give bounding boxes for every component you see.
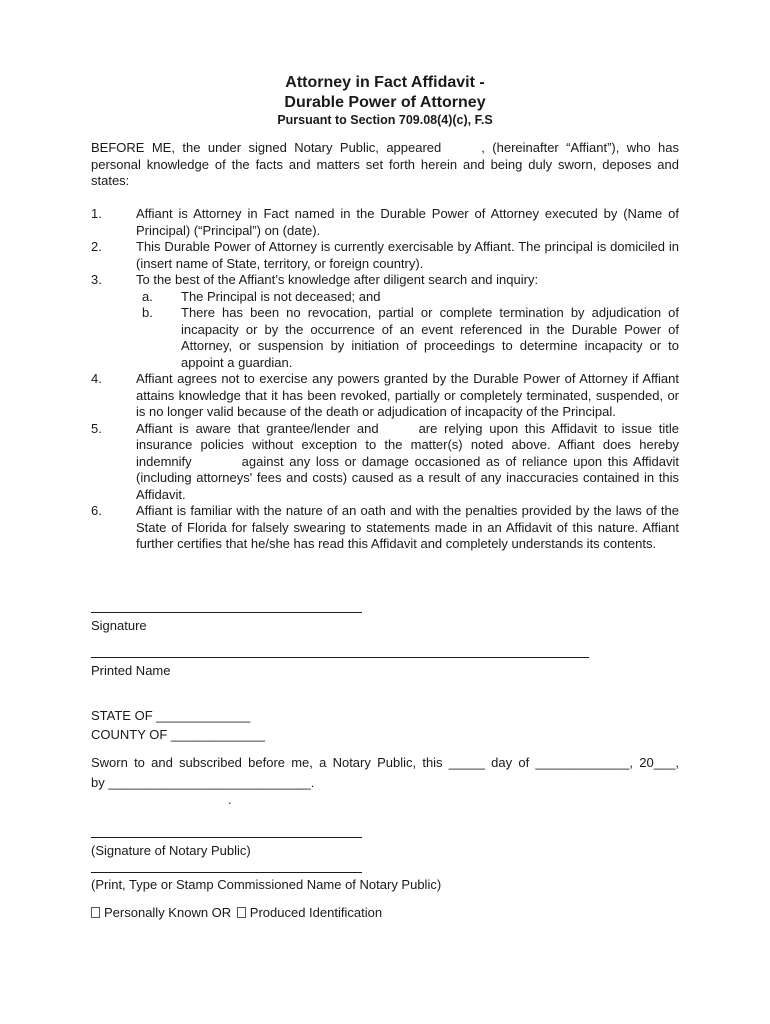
- statement-number: 3.: [91, 272, 102, 287]
- statement-5-text-2: are relying upon this Affidavit to issue title insurance policies without exception to the matter(s) noted above. Affiant does hereby indemnify: [136, 420, 680, 469]
- statement-text: To the best of the Affiant’s knowledge after diligent search and inquiry:: [136, 272, 539, 287]
- produced-id-label: Produced Identification: [249, 905, 383, 920]
- sworn-statement: Sworn to and subscribed before me, a Notary Public, this _____ day of _____________, 20___,: [91, 755, 679, 770]
- signature-line: [91, 612, 362, 613]
- statement-5-text-1: Affiant is aware that grantee/lender and: [136, 420, 379, 436]
- notary-signature-line: [91, 837, 362, 838]
- substatement-a: [136, 289, 679, 306]
- statement-3: [91, 272, 679, 371]
- statement-6: [91, 503, 679, 553]
- sworn-period: .: [228, 792, 232, 807]
- substatement-text: The Principal is not deceased; and: [181, 288, 381, 304]
- statement-number: 2.: [91, 239, 102, 254]
- statement-number: 4.: [91, 371, 102, 386]
- county-of-field: COUNTY OF _____________: [91, 727, 265, 742]
- statement-text: Affiant is familiar with the nature of an oath and with the penalties provided by the laws of the State of Florida for falsely swearing to statements made in an Affidavit of this nature. Affiant further certifies that he/she has read this Affidavit and completely understands its contents.: [136, 503, 679, 551]
- statement-4: [91, 371, 679, 421]
- statement-1: [91, 206, 679, 239]
- personally-known-label: Personally Known OR: [104, 905, 232, 920]
- affidavit-statements: [91, 206, 679, 553]
- produced-id-checkbox[interactable]: [237, 907, 246, 918]
- notary-name-label: (Print, Type or Stamp Commissioned Name of Notary Public): [91, 877, 442, 892]
- substatement-text: There has been no revocation, partial or complete termination by adjudication of incapacity or by the occurrence of an event referenced in the Durable Power of Attorney, or suspension by initiation of proceedings to determine incapacity or to appoint a guardian.: [181, 305, 679, 370]
- printed-name-label: Printed Name: [91, 663, 171, 678]
- intro-paragraph: [91, 140, 679, 190]
- intro-text-1: BEFORE ME, the under signed Notary Public, appeared: [91, 140, 442, 155]
- signature-label: Signature: [91, 618, 147, 633]
- document-subtitle: Durable Power of Attorney: [284, 94, 486, 111]
- statement-2: [91, 239, 679, 272]
- statement-5: [91, 421, 679, 504]
- statement-5-text-3: against any loss or damage occasioned as of reliance upon this Affidavit (including attorneys' fees and costs) caused as a result of any inaccuracies contained in this Affidavit.: [136, 453, 679, 502]
- personally-known-checkbox[interactable]: [91, 907, 100, 918]
- identification-options: [91, 905, 382, 922]
- statement-text: This Durable Power of Attorney is currently exercisable by Affiant. The principal is domiciled in (insert name of State, territory, or foreign country).: [136, 239, 679, 271]
- statement-text: Affiant agrees not to exercise any powers granted by the Durable Power of Attorney if Affiant attains knowledge that it has been revoked, partially or completely terminated, suspended, or is no longer valid because of the death or adjudication of incapacity of the Principal.: [136, 371, 679, 419]
- statement-text: Affiant is Attorney in Fact named in the Durable Power of Attorney executed by (Name of Principal) (“Principal”) on (date).: [136, 206, 679, 238]
- sworn-by-line: by ____________________________.: [91, 775, 315, 790]
- substatement-letter: a.: [142, 288, 153, 304]
- statute-reference: Pursuant to Section 709.08(4)(c), F.S: [277, 113, 493, 127]
- state-of-field: STATE OF _____________: [91, 708, 251, 723]
- notary-name-line: [91, 872, 362, 873]
- substatement-b: [136, 305, 679, 371]
- intro-text-2: , (hereinafter “Affiant”), who has personal knowledge of the facts and matters set forth herein and being duly sworn, deposes and states:: [91, 140, 679, 188]
- statement-number: 1.: [91, 206, 102, 221]
- substatement-letter: b.: [142, 305, 153, 320]
- statement-number: 6.: [91, 503, 102, 518]
- statement-text: [136, 421, 679, 504]
- statement-number: 5.: [91, 420, 102, 436]
- document-title: Attorney in Fact Affidavit -: [285, 74, 485, 91]
- notary-signature-label: (Signature of Notary Public): [91, 843, 251, 858]
- statement-3-body: [136, 272, 679, 371]
- printed-name-line: [91, 657, 589, 658]
